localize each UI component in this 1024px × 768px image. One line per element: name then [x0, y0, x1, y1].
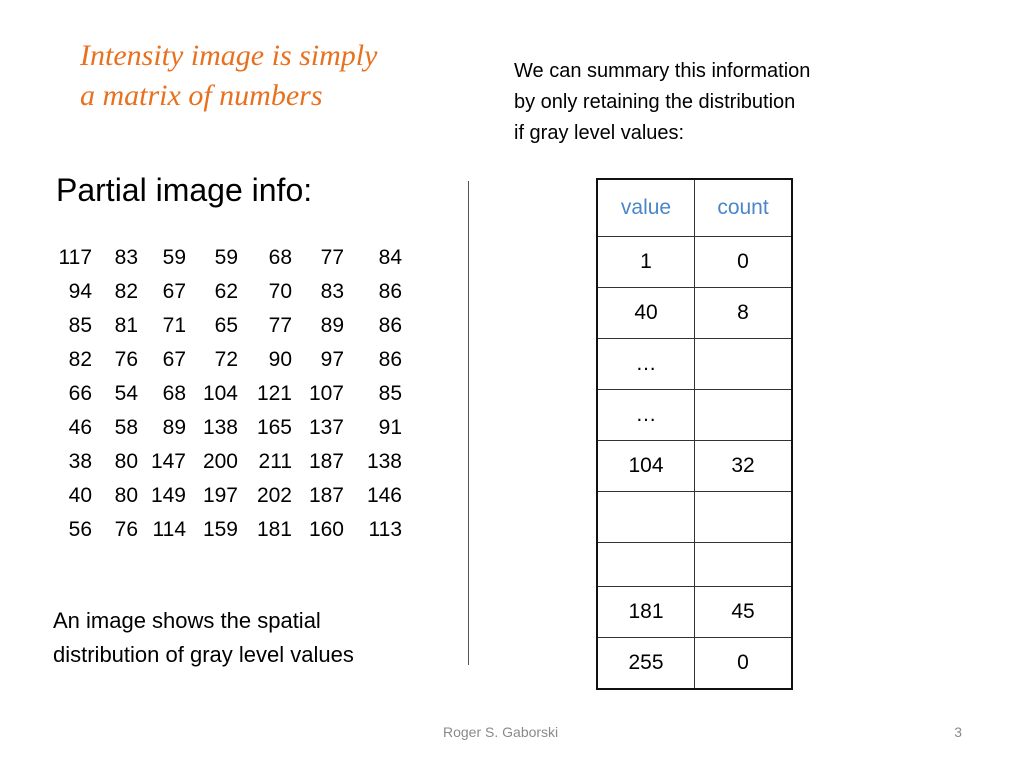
matrix-cell: 84 — [378, 246, 402, 269]
matrix-row — [44, 343, 402, 377]
matrix-cell: 117 — [58, 246, 92, 269]
matrix-cell: 46 — [68, 416, 92, 439]
matrix-cell: 90 — [268, 348, 292, 371]
matrix-cell: 80 — [114, 450, 138, 473]
matrix-row — [44, 411, 402, 445]
matrix-cell: 67 — [162, 280, 186, 303]
histogram-value-cell: 1 — [597, 237, 695, 288]
histogram-header-row — [597, 179, 792, 237]
histogram-row — [597, 441, 792, 492]
matrix-cell: 40 — [68, 484, 92, 507]
histogram-value-cell: … — [597, 390, 695, 441]
matrix-cell: 68 — [162, 382, 186, 405]
matrix-cell: 59 — [162, 246, 186, 269]
histogram-row — [597, 288, 792, 339]
matrix-cell: 200 — [202, 450, 238, 473]
matrix-cell: 65 — [214, 314, 238, 337]
histogram-table — [596, 178, 793, 690]
matrix-cell: 89 — [320, 314, 344, 337]
matrix-row — [44, 309, 402, 343]
histogram-count-cell — [695, 390, 793, 441]
matrix-cell: 187 — [308, 484, 344, 507]
histogram-count-cell: 32 — [695, 441, 793, 492]
matrix-cell: 62 — [214, 280, 238, 303]
matrix-cell: 146 — [366, 484, 402, 507]
slide-title — [80, 36, 460, 116]
slide-title-line-1: Intensity image is simply — [80, 39, 378, 72]
histogram-value-cell: … — [597, 339, 695, 390]
matrix-cell: 181 — [256, 518, 292, 541]
matrix-caption — [53, 604, 453, 672]
histogram-count-cell — [695, 339, 793, 390]
histogram-value-cell: 255 — [597, 638, 695, 690]
histogram-row — [597, 492, 792, 543]
histogram-row — [597, 390, 792, 441]
matrix-cell: 160 — [308, 518, 344, 541]
matrix-cell: 138 — [202, 416, 238, 439]
matrix-cell: 138 — [366, 450, 402, 473]
matrix-row — [44, 377, 402, 411]
histogram-value-cell: 181 — [597, 587, 695, 638]
matrix-cell: 114 — [152, 518, 186, 541]
matrix-cell: 86 — [378, 280, 402, 303]
histogram-row — [597, 587, 792, 638]
matrix-cell: 165 — [256, 416, 292, 439]
histogram-count-cell: 0 — [695, 237, 793, 288]
matrix-cell: 83 — [320, 280, 344, 303]
matrix-row — [44, 275, 402, 309]
histogram-row — [597, 543, 792, 587]
matrix-cell: 38 — [68, 450, 92, 473]
matrix-cell: 187 — [308, 450, 344, 473]
matrix-cell: 77 — [320, 246, 344, 269]
matrix-cell: 104 — [202, 382, 238, 405]
matrix-cell: 137 — [308, 416, 344, 439]
matrix-cell: 81 — [114, 314, 138, 337]
header-count: count — [695, 179, 793, 237]
matrix-cell: 107 — [308, 382, 344, 405]
histogram-row — [597, 339, 792, 390]
matrix-cell: 86 — [378, 348, 402, 371]
matrix-cell: 113 — [368, 518, 402, 541]
matrix-cell: 56 — [68, 518, 92, 541]
matrix-cell: 54 — [114, 382, 138, 405]
matrix-cell: 82 — [68, 348, 92, 371]
histogram-row — [597, 237, 792, 288]
matrix-cell: 121 — [256, 382, 292, 405]
matrix-cell: 71 — [162, 314, 186, 337]
matrix-cell: 76 — [114, 518, 138, 541]
section-heading: Partial image info: — [56, 172, 313, 208]
caption-line-1: An image shows the spatial — [53, 608, 321, 633]
slide-title-line-2: a matrix of numbers — [80, 79, 323, 112]
matrix-cell: 85 — [378, 382, 402, 405]
page-number: 3 — [954, 724, 962, 740]
matrix-cell: 97 — [320, 348, 344, 371]
matrix-cell: 70 — [268, 280, 292, 303]
matrix-cell: 82 — [114, 280, 138, 303]
matrix-cell: 85 — [68, 314, 92, 337]
pixel-matrix — [44, 241, 402, 547]
matrix-cell: 58 — [114, 416, 138, 439]
footer-author: Roger S. Gaborski — [443, 724, 559, 740]
summary-line-3: if gray level values: — [514, 122, 685, 144]
matrix-cell: 80 — [114, 484, 138, 507]
histogram-count-cell: 0 — [695, 638, 793, 690]
matrix-cell: 86 — [378, 314, 402, 337]
matrix-cell: 77 — [268, 314, 292, 337]
summary-line-2: by only retaining the distribution — [514, 91, 796, 113]
matrix-cell: 72 — [214, 348, 238, 371]
histogram-count-cell — [695, 492, 793, 543]
matrix-row — [44, 445, 402, 479]
matrix-cell: 68 — [268, 246, 292, 269]
matrix-cell: 147 — [150, 450, 186, 473]
matrix-cell: 89 — [162, 416, 186, 439]
matrix-cell: 149 — [150, 484, 186, 507]
summary-text — [514, 56, 894, 149]
header-value: value — [597, 179, 695, 237]
matrix-cell: 94 — [68, 280, 92, 303]
matrix-cell: 59 — [214, 246, 238, 269]
matrix-cell: 91 — [378, 416, 402, 439]
histogram-count-cell: 8 — [695, 288, 793, 339]
matrix-cell: 159 — [202, 518, 238, 541]
matrix-cell: 83 — [114, 246, 138, 269]
matrix-row — [44, 513, 402, 547]
histogram-count-cell — [695, 543, 793, 587]
matrix-cell: 211 — [258, 450, 292, 473]
summary-line-1: We can summary this information — [514, 60, 811, 82]
histogram-row — [597, 638, 792, 690]
matrix-cell: 202 — [256, 484, 292, 507]
histogram-value-cell: 104 — [597, 441, 695, 492]
histogram-count-cell: 45 — [695, 587, 793, 638]
matrix-cell: 66 — [68, 382, 92, 405]
vertical-divider — [468, 181, 469, 665]
matrix-cell: 197 — [202, 484, 238, 507]
matrix-row — [44, 241, 402, 275]
matrix-row — [44, 479, 402, 513]
histogram-value-cell: 40 — [597, 288, 695, 339]
matrix-cell: 67 — [162, 348, 186, 371]
histogram-value-cell — [597, 492, 695, 543]
histogram-value-cell — [597, 543, 695, 587]
matrix-cell: 76 — [114, 348, 138, 371]
caption-line-2: distribution of gray level values — [53, 642, 354, 667]
